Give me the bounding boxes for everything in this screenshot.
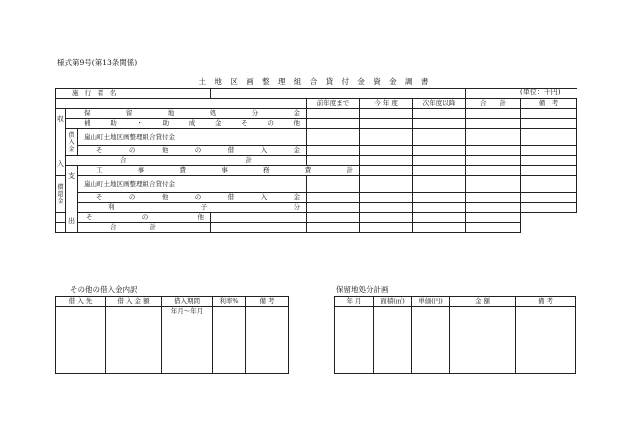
income-section-label: 収 入 — [56, 109, 66, 176]
col-header: 備 考 — [246, 297, 289, 307]
col-header: 借 入 先 — [56, 297, 106, 307]
form-number: 様式第9号(第13条関係) — [57, 58, 138, 67]
borrowing-group-label: 借入金 — [66, 129, 78, 156]
applicant-name-field[interactable] — [211, 89, 466, 99]
row-label: 利 子 分 — [78, 203, 307, 213]
income-row-town-loan — [56, 129, 577, 146]
row-label: 嵐山町土地区画整理組合貸付金 — [78, 176, 307, 193]
col-header: 単価(円) — [412, 297, 450, 307]
row-label: そ の 他 の 借 入 金 — [78, 146, 307, 156]
period-subheader: 年月～年月 — [162, 307, 213, 374]
income-row-reserved-land — [56, 109, 577, 119]
expense-row-total — [56, 223, 577, 233]
col-header: 金 額 — [450, 297, 516, 307]
income-row-subtotal — [56, 156, 577, 166]
repayment-group-label: 償還金 — [56, 176, 66, 213]
document-title: 土 地 区 画 整 理 組 合 貸 付 金 資 金 調 書 — [198, 77, 432, 86]
income-row-subsidy — [56, 119, 577, 129]
expense-row-interest — [56, 203, 577, 213]
row-label: そ の 他 — [56, 213, 211, 223]
row-label: 合 計 — [66, 156, 307, 166]
row-label: 保 留 地 処 分 金 — [66, 109, 307, 119]
col-header: 利率% — [213, 297, 246, 307]
reserved-land-table-title: 保留地処分計画 — [336, 285, 389, 294]
funding-table — [55, 88, 577, 233]
row-label: 工 事 費 事 務 費 計 — [78, 166, 360, 176]
col-header: 備 考 — [521, 99, 577, 109]
income-row-other-borrowing — [56, 146, 577, 156]
row-label: そ の 他 の 借 入 金 — [78, 193, 307, 203]
col-header: 借 入 金 額 — [106, 297, 162, 307]
borrowing-table-title: その他の借入金内訳 — [70, 285, 138, 294]
column-header-row — [56, 99, 577, 109]
row-label: 合 計 — [56, 223, 211, 233]
col-header: 年 月 — [335, 297, 374, 307]
expense-row-construction — [56, 166, 577, 176]
row-label: 補 助 ・ 助 成 金 そ の 他 — [66, 119, 307, 129]
col-header: 今 年 度 — [360, 99, 413, 109]
col-header: 前年度まで — [307, 99, 360, 109]
row-label: 嵐山町土地区画整理組合貸付金 — [78, 129, 307, 146]
unit-note: (単位：千円) — [520, 88, 561, 96]
borrowing-breakdown-table — [55, 296, 289, 374]
col-header: 面積(㎡) — [374, 297, 412, 307]
expense-section-label: 支 出 — [66, 166, 78, 233]
expense-row-other-borrowing — [56, 193, 577, 203]
applicant-label: 施 行 者 名 — [56, 89, 211, 99]
col-header: 次年度以降 — [413, 99, 466, 109]
col-header: 合 計 — [466, 99, 521, 109]
expense-row-other — [56, 213, 577, 223]
expense-row-town-loan — [56, 176, 577, 193]
reserved-land-plan-table — [334, 296, 576, 374]
col-header: 借入期間 — [162, 297, 213, 307]
col-header: 備 考 — [516, 297, 576, 307]
applicant-row — [56, 89, 577, 99]
